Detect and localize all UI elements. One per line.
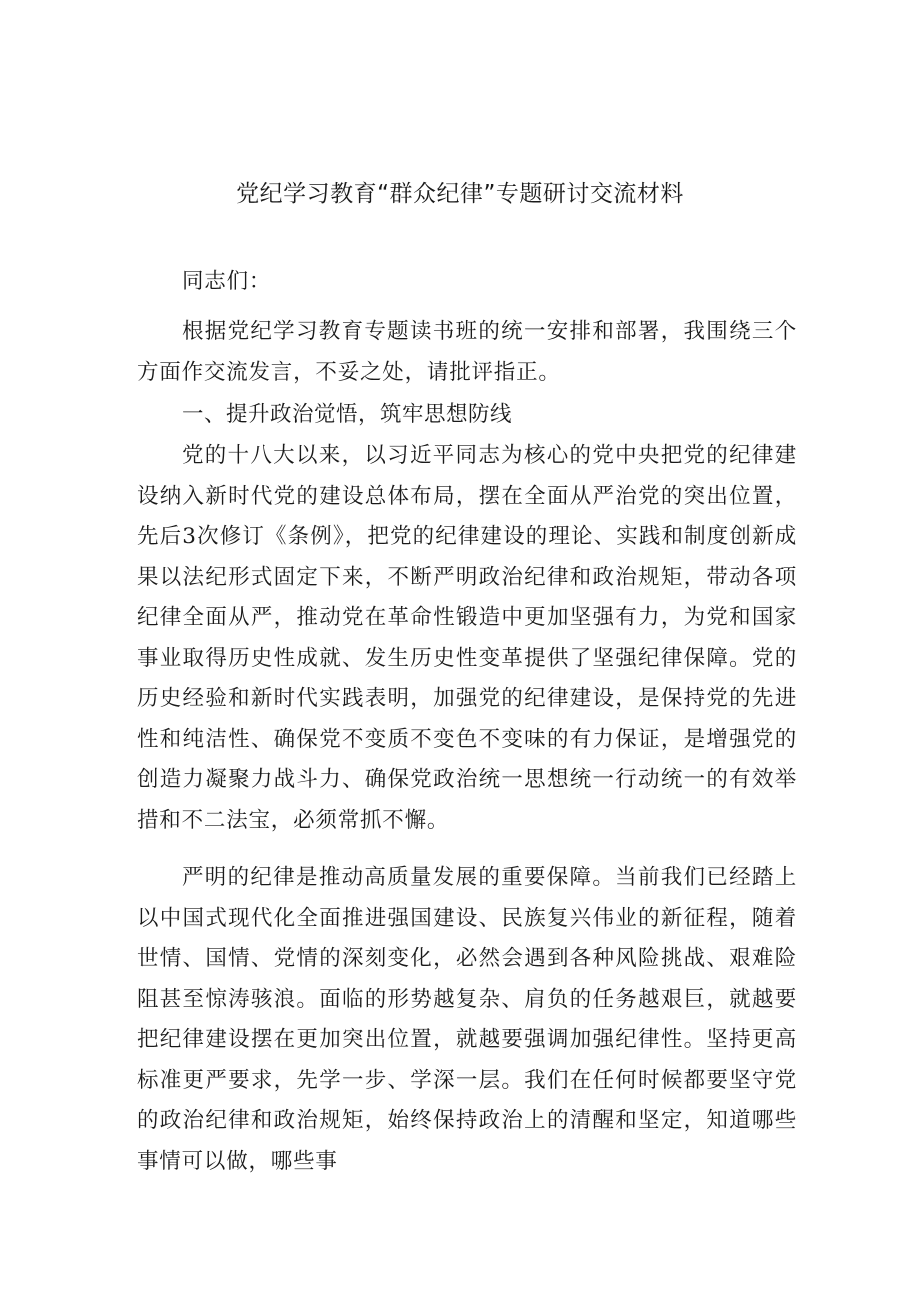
document-title: 党纪学习教育“群众纪律”专题研讨交流材料 bbox=[236, 181, 684, 207]
body-paragraph: 党的十八大以来，以习近平同志为核心的党中央把党的纪律建设纳入新时代党的建设总体布局，摆在全面从严治党的突出位置，先后3次修订《条例》，把党的纪律建设的理论、实践和制度创新成果以法纪形式固定下来，不断严明政治纪律和政治规矩，带动各项纪律全面从严，推动党在革命性锻造中更加坚强有力，为党和国家事业取得历史性成就、发生历史性变革提供了坚强纪律保障。党的历史经验和新时代实践表明，加强党的纪律建设，是保持党的先进性和纯洁性、确保党不变质不变色不变味的有力保证，是增强党的创造力凝聚力战斗力、确保党政治统一思想统一行动统一的有效举措和不二法宝，必须常抓不懈。 bbox=[137, 443, 797, 833]
intro-paragraph: 根据党纪学习教育专题读书班的统一安排和部署，我围绕三个方面作交流发言，不妥之处，请批评指正。 bbox=[137, 319, 797, 385]
greeting: 同志们： bbox=[182, 269, 272, 294]
body-paragraph: 严明的纪律是推动高质量发展的重要保障。当前我们已经踏上以中国式现代化全面推进强国建设、民族复兴伟业的新征程，随着世情、国情、党情的深刻变化，必然会遇到各种风险挑战、艰难险阻甚至惊涛骇浪。面临的形势越复杂、肩负的任务越艰巨，就越要把纪律建设摆在更加突出位置，就越要强调加强纪律性。坚持更高标准更严要求，先学一步、学深一层。我们在任何时候都要坚守党的政治纪律和政治规矩，始终保持政治上的清醒和坚定，知道哪些事情可以做，哪些事 bbox=[137, 865, 797, 1174]
section-heading: 一、提升政治觉悟，筑牢思想防线 bbox=[182, 402, 513, 427]
